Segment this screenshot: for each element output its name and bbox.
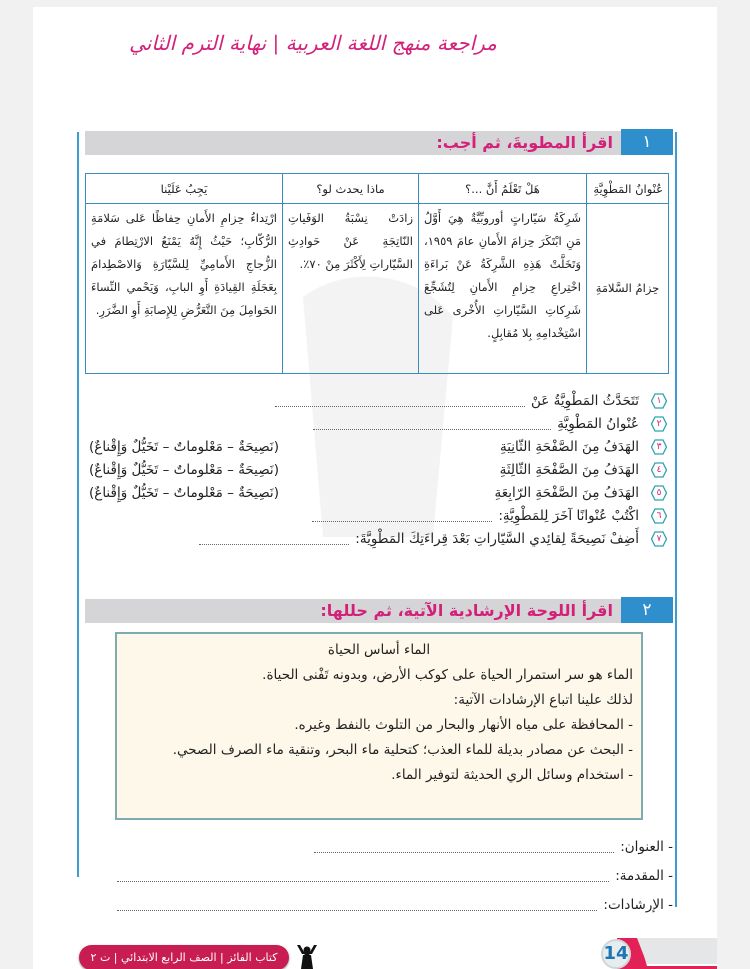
question-list: [85, 390, 667, 551]
field-label: - المقدمة:: [615, 868, 673, 884]
field-title: [73, 833, 673, 862]
question-text: الهَدَفُ مِنَ الصَّفْحَةِ الرّابِعَةِ: [494, 485, 639, 501]
board-line: - البحث عن مصادر بديلة للماء العذب؛ كتحلية ماء البحر، وتنقية ماء الصرف الصحي.: [172, 742, 633, 758]
field-title-blank[interactable]: [314, 841, 614, 853]
question-item: [85, 390, 667, 413]
graduate-icon: [295, 943, 319, 969]
field-label: - الإرشادات:: [603, 897, 673, 913]
board-line: لذلك علينا اتباع الإرشادات الآتية:: [453, 692, 633, 708]
frame-border-right: [675, 132, 677, 907]
hexagon-number-badge: ٣: [651, 439, 667, 455]
field-guidelines-blank[interactable]: [117, 899, 597, 911]
answer-blank[interactable]: [199, 533, 349, 545]
hexagon-number-badge: ٤: [651, 462, 667, 478]
page-number: 14: [601, 939, 631, 969]
question-text: الهَدَفُ مِنَ الصَّفْحَةِ الثّانِيَةِ: [499, 439, 639, 455]
question-text: الهَدَفُ مِنَ الصَّفْحَةِ الثّالِثَةِ: [499, 462, 639, 478]
header-we-must: يَجِبُ عَلَيْنا: [86, 174, 283, 204]
hexagon-number-badge: ١: [651, 393, 667, 409]
page-title: مراجعة منهج اللغة العربية | نهاية الترم الثاني: [129, 31, 497, 55]
section-2-title: اقرأ اللوحة الإرشادية الآتية، ثم حللها:: [320, 601, 613, 620]
answer-blank[interactable]: [312, 510, 492, 522]
hexagon-number-badge: ٥: [651, 485, 667, 501]
hexagon-number-badge: ٦: [651, 508, 667, 524]
question-text: تَتَحَدَّثُ المَطْوِيَّةُ عَنْ: [531, 393, 639, 409]
section-2-header: [85, 599, 673, 623]
cell-what-if: زادَتْ نِسْبَةُ الوَفَياتِ النّاتِجَةِ عَنْ حَوادِثِ السَّيّاراتِ لِأَكْثَرَ مِنْ ٧٠٪.: [283, 204, 419, 374]
field-guidelines: [73, 891, 673, 920]
board-line: - المحافظة على مياه الأنهار والبحار من التلوث بالنفط وغيره.: [294, 717, 633, 733]
cell-did-you-know: شَرِكَةُ سَيّاراتٍ أوروبِّيَّةٌ هِيَ أَوَّلُ مَنِ ابْتَكَرَ حِزامَ الأَمانِ عامَ ١٩٥٩، وَتَخَلَّتْ هَذِهِ الشَّرِكَةُ عَنْ بَراءَةِ اخْتِراعِ حِزامِ الأَمانِ لِتُشَجِّعَ شَرِكاتِ السَّيّاراتِ الأُخْرى عَلى اسْتِخْدامِهِ بِلا مُقابِلٍ.: [419, 204, 587, 374]
question-text: أَضِفْ نَصِيحَةً لِقائِدي السَّيّاراتِ بَعْدَ قِراءَتِكَ المَطْوِيَّةَ:: [355, 531, 639, 547]
question-text: عُنْوانُ المَطْوِيَّةِ: [557, 416, 639, 432]
section-2-number: ٢: [621, 597, 673, 623]
answer-blank[interactable]: [275, 395, 525, 407]
board-title: الماء أساس الحياة: [327, 642, 431, 658]
flyer-table-header-row: [86, 174, 669, 204]
book-label-pill: كتاب الفائز | الصف الرابع الابتدائي | ت ٢: [79, 945, 289, 969]
workbook-page: [33, 7, 717, 969]
section-1-number: ١: [621, 129, 673, 155]
cell-we-must: ارْتِداءُ حِزامِ الأَمانِ حِفاظًا عَلى سَلامَةِ الرُّكّابِ؛ حَيْثُ إِنَّهُ يَمْنَعُ الارْتِطامَ في الزُّجاجِ الأَمامِيِّ لِلسَّيّارَةِ وَالاصْطِدامَ بِعَجَلَةِ القِيادَةِ أَوِ البابِ، وَيَحْمي النِّساءَ الحَوامِلَ مِنَ التَّعَرُّضِ لِلإِصابَةِ أَوِ الضَّرَرِ.: [86, 204, 283, 374]
answer-options[interactable]: (نَصِيحَةٌ – مَعْلوماتٌ – تَخَيُّلٌ وَإِقْناعٌ): [89, 462, 279, 478]
board-line: الماء هو سر استمرار الحياة على كوكب الأرض، وبدونه تَفْنى الحياة.: [262, 667, 633, 683]
flyer-table: [85, 173, 669, 374]
guidance-board: [115, 632, 643, 820]
hexagon-number-badge: ٢: [651, 416, 667, 432]
field-label: - العنوان:: [620, 839, 673, 855]
question-item: [85, 436, 667, 459]
field-intro: [73, 862, 673, 891]
header-flyer-title: عُنْوانُ المَطْوِيَّةِ: [587, 174, 669, 204]
page-tab: [617, 936, 717, 969]
flyer-table-row: [86, 204, 669, 374]
hexagon-number-badge: ٧: [651, 531, 667, 547]
question-item: [85, 459, 667, 482]
question-text: اكْتُبْ عُنْوانًا آخَرَ لِلمَطْوِيَّةِ:: [498, 508, 639, 524]
frame-border-left: [77, 132, 79, 877]
section-1-title: اقرأ المطويةَ، ثم أجب:: [436, 133, 613, 152]
answer-blank[interactable]: [313, 418, 551, 430]
section-1-header: [85, 131, 673, 155]
header-did-you-know: هَلْ تَعْلَمُ أَنَّ ...؟: [419, 174, 587, 204]
cell-flyer-name: حِزامُ السَّلامَةِ: [587, 204, 669, 374]
answer-options[interactable]: (نَصِيحَةٌ – مَعْلوماتٌ – تَخَيُّلٌ وَإِقْناعٌ): [89, 485, 279, 501]
header-what-if: ماذا يحدث لو؟: [283, 174, 419, 204]
answer-options[interactable]: (نَصِيحَةٌ – مَعْلوماتٌ – تَخَيُّلٌ وَإِقْناعٌ): [89, 439, 279, 455]
board-line: - استخدام وسائل الري الحديثة لتوفير الماء.: [391, 767, 633, 783]
question-item: [85, 482, 667, 505]
question-item: [85, 505, 667, 528]
analysis-fields: [73, 833, 673, 920]
question-item: [85, 528, 667, 551]
field-intro-blank[interactable]: [117, 870, 609, 882]
question-item: [85, 413, 667, 436]
